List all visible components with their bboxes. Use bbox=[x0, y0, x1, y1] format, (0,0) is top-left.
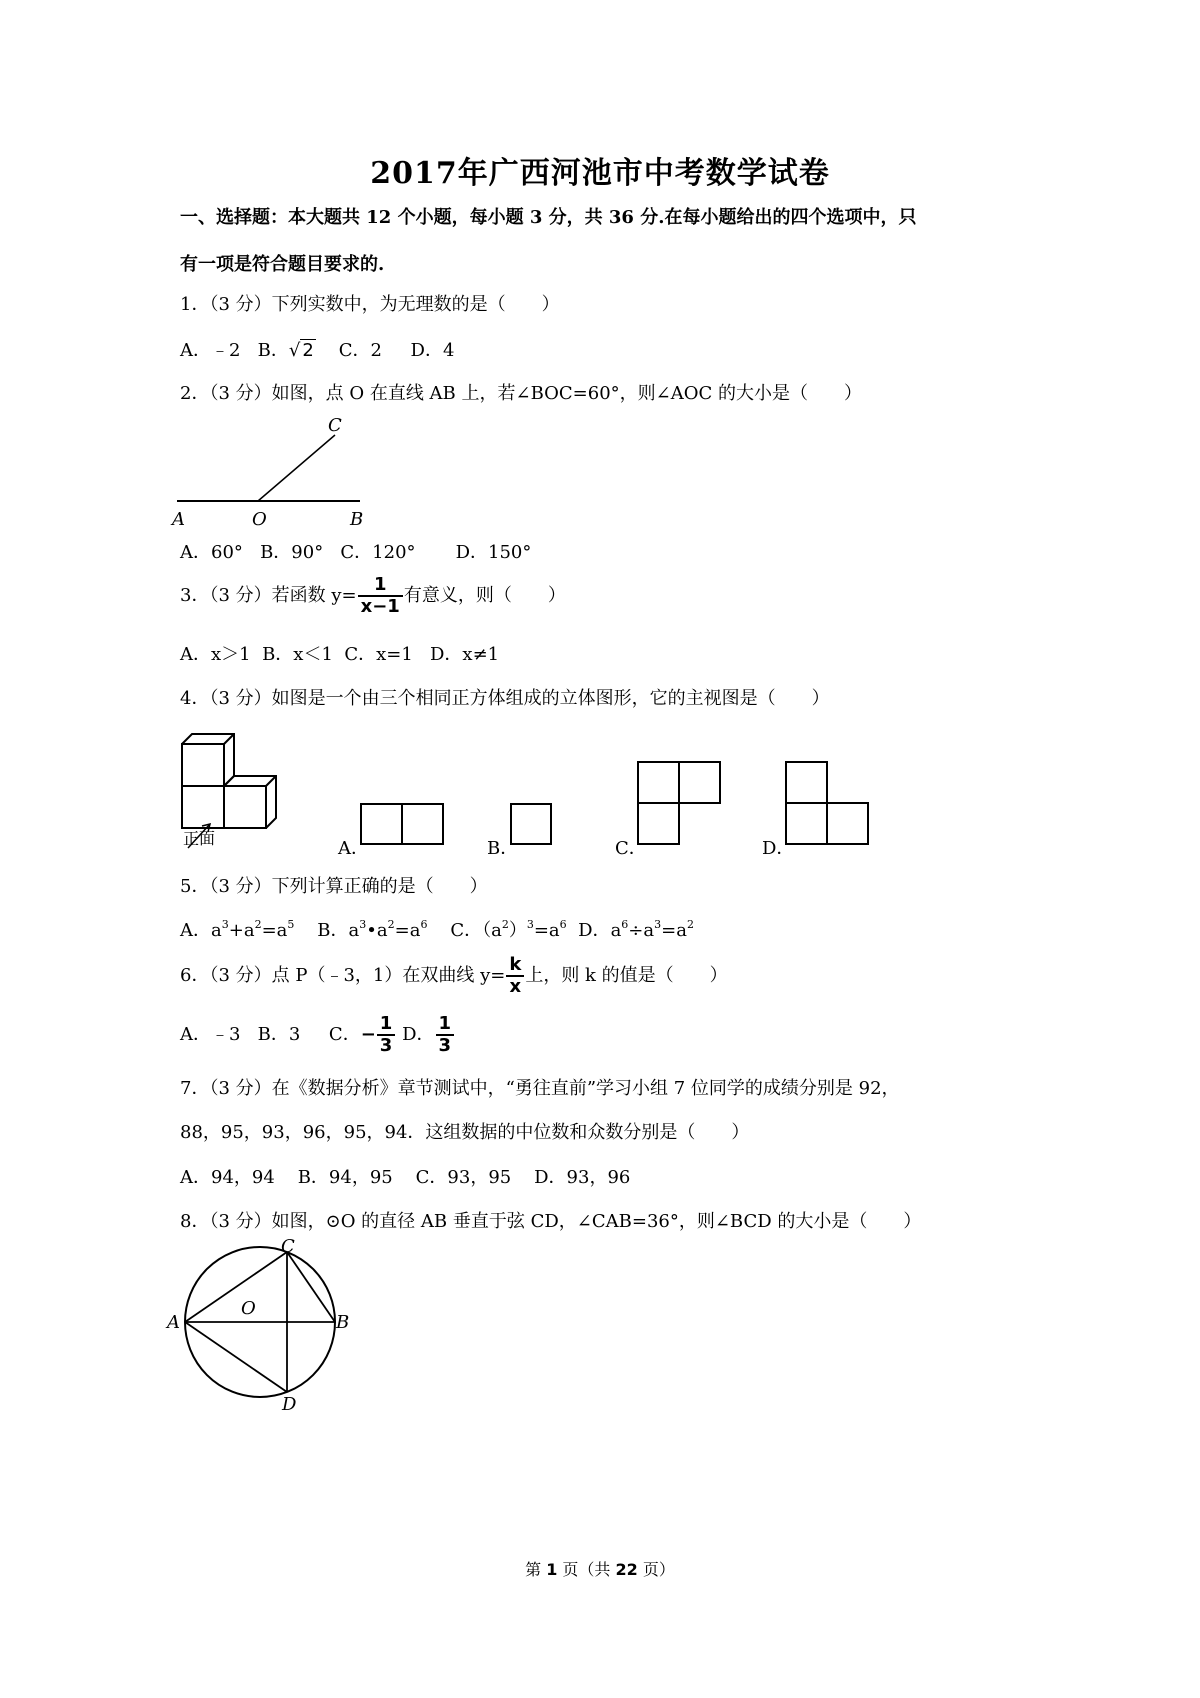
label-a: A bbox=[167, 1312, 180, 1333]
q2-option-c: C．120° bbox=[340, 542, 416, 563]
q7-stem-line2: 88，95，93，96，95，94．这组数据的中位数和众数分别是（ ） bbox=[180, 1122, 750, 1143]
front-view-label: 正面 bbox=[183, 829, 216, 848]
q4-option-b-figure bbox=[510, 803, 552, 845]
total-pages: 22 bbox=[615, 1560, 638, 1579]
q4-option-a-figure bbox=[360, 803, 445, 845]
q5-option-a: A．$a^3+a^2=a^5$ bbox=[180, 918, 295, 941]
q5-stem: 5．（3 分）下列计算正确的是（ ） bbox=[180, 876, 488, 897]
q2-stem: 2．（3 分）如图，点 O 在直线 AB 上，若∠BOC=60°，则∠AOC 的大小是（ ） bbox=[180, 383, 862, 404]
q1-option-a: A．﹣2 bbox=[180, 340, 241, 361]
q4-option-a: A． bbox=[338, 838, 369, 859]
segment-cb bbox=[287, 1252, 335, 1322]
q1-option-d: D．4 bbox=[410, 340, 455, 361]
q1-stem: 1．（3 分）下列实数中，为无理数的是（ ） bbox=[180, 294, 560, 315]
q3-option-a: A．x＞1 bbox=[180, 644, 251, 665]
label-a: A bbox=[172, 509, 185, 530]
q3-stem: 3．（3 分）若函数 y= $\frac{1}{x-1}$ 有意义，则（ ） bbox=[180, 574, 566, 617]
q4-option-d-figure bbox=[785, 761, 870, 845]
q5-options bbox=[180, 916, 694, 942]
page-title: 2017年广西河池市中考数学试卷 bbox=[370, 156, 830, 191]
q7-option-a: A．94，94 bbox=[180, 1167, 275, 1188]
section-heading-line2: 有一项是符合题目要求的. bbox=[180, 254, 385, 275]
q8-circle-figure bbox=[167, 1236, 370, 1415]
q7-option-b: B．94，95 bbox=[297, 1167, 393, 1188]
label-c: C bbox=[328, 415, 342, 436]
q6-option-d: D． $\frac{1}{3}$ bbox=[402, 1024, 455, 1045]
q4-option-c-figure bbox=[637, 761, 722, 845]
q6-option-b: B．3 bbox=[257, 1023, 301, 1045]
label-d: D bbox=[282, 1394, 297, 1415]
q2-option-b: B．90° bbox=[260, 542, 324, 563]
label-o: O bbox=[241, 1298, 256, 1319]
ray-oc bbox=[258, 435, 335, 501]
q2-option-a: A．60° bbox=[180, 542, 243, 563]
q3-option-c: C．x=1 bbox=[344, 644, 413, 665]
q1-options bbox=[180, 336, 454, 362]
q4-option-b: B． bbox=[487, 838, 519, 859]
current-page-number: 1 bbox=[546, 1560, 558, 1579]
q5-option-b: B．$a^3•a^2=a^6$ bbox=[317, 918, 428, 941]
q3-option-b: B．x＜1 bbox=[262, 644, 333, 665]
sqrt-symbol: √ 2 bbox=[288, 340, 314, 361]
q4-option-d: D． bbox=[762, 838, 795, 859]
q5-option-d: D．$a^6\div a^3=a^2$ bbox=[578, 918, 694, 941]
q3-options bbox=[180, 640, 499, 666]
section-heading-line1: 一、选择题：本大题共 12 个小题，每小题 3 分，共 36 分.在每小题给出的四个选项中，只 bbox=[180, 207, 917, 228]
q3-option-d: D．x≠1 bbox=[430, 644, 500, 665]
q6-option-a: A．﹣3 bbox=[180, 1023, 241, 1045]
q6-stem: 6．（3 分）点 P（﹣3，1）在双曲线 y= $\frac{k}{x}$ 上，则 k 的值是（ ） bbox=[180, 954, 728, 997]
q2-options bbox=[180, 538, 531, 564]
label-b: B bbox=[350, 509, 364, 530]
page-footer: 第 1 页（共 22 页） bbox=[525, 1560, 675, 1579]
q4-option-c: C． bbox=[615, 838, 647, 859]
q2-option-d: D．150° bbox=[455, 542, 532, 563]
q2-angle-figure bbox=[170, 415, 400, 535]
label-c: C bbox=[281, 1236, 295, 1257]
segment-ac bbox=[185, 1252, 287, 1322]
q7-option-c: C．93，95 bbox=[415, 1167, 512, 1188]
label-b: B bbox=[336, 1312, 350, 1333]
q6-option-c: C．− $\frac{1}{3}$ bbox=[329, 1024, 396, 1045]
q3-fraction: $\frac{1}{x-1}$ bbox=[358, 575, 403, 617]
q6-options bbox=[180, 1014, 455, 1056]
label-o: O bbox=[252, 509, 267, 530]
q7-stem-line1: 7．（3 分）在《数据分析》章节测试中，“勇往直前”学习小组 7 位同学的成绩分别是 92， bbox=[180, 1078, 900, 1099]
q6-fraction: $\frac{k}{x}$ bbox=[506, 955, 524, 997]
q7-option-d: D．93，96 bbox=[534, 1167, 631, 1188]
q1-option-b: B．√ 2 bbox=[257, 340, 314, 361]
q7-options bbox=[180, 1163, 630, 1189]
q8-stem: 8．（3 分）如图，⊙O 的直径 AB 垂直于弦 CD，∠CAB=36°，则∠BCD 的大小是（ ） bbox=[180, 1211, 922, 1232]
q5-option-c: C．$(a^2)^3=a^6$ bbox=[450, 918, 567, 941]
q1-option-c: C．2 bbox=[338, 340, 382, 361]
q4-stem: 4．（3 分）如图是一个由三个相同正方体组成的立体图形，它的主视图是（ ） bbox=[180, 688, 830, 709]
segment-ad bbox=[185, 1322, 287, 1392]
